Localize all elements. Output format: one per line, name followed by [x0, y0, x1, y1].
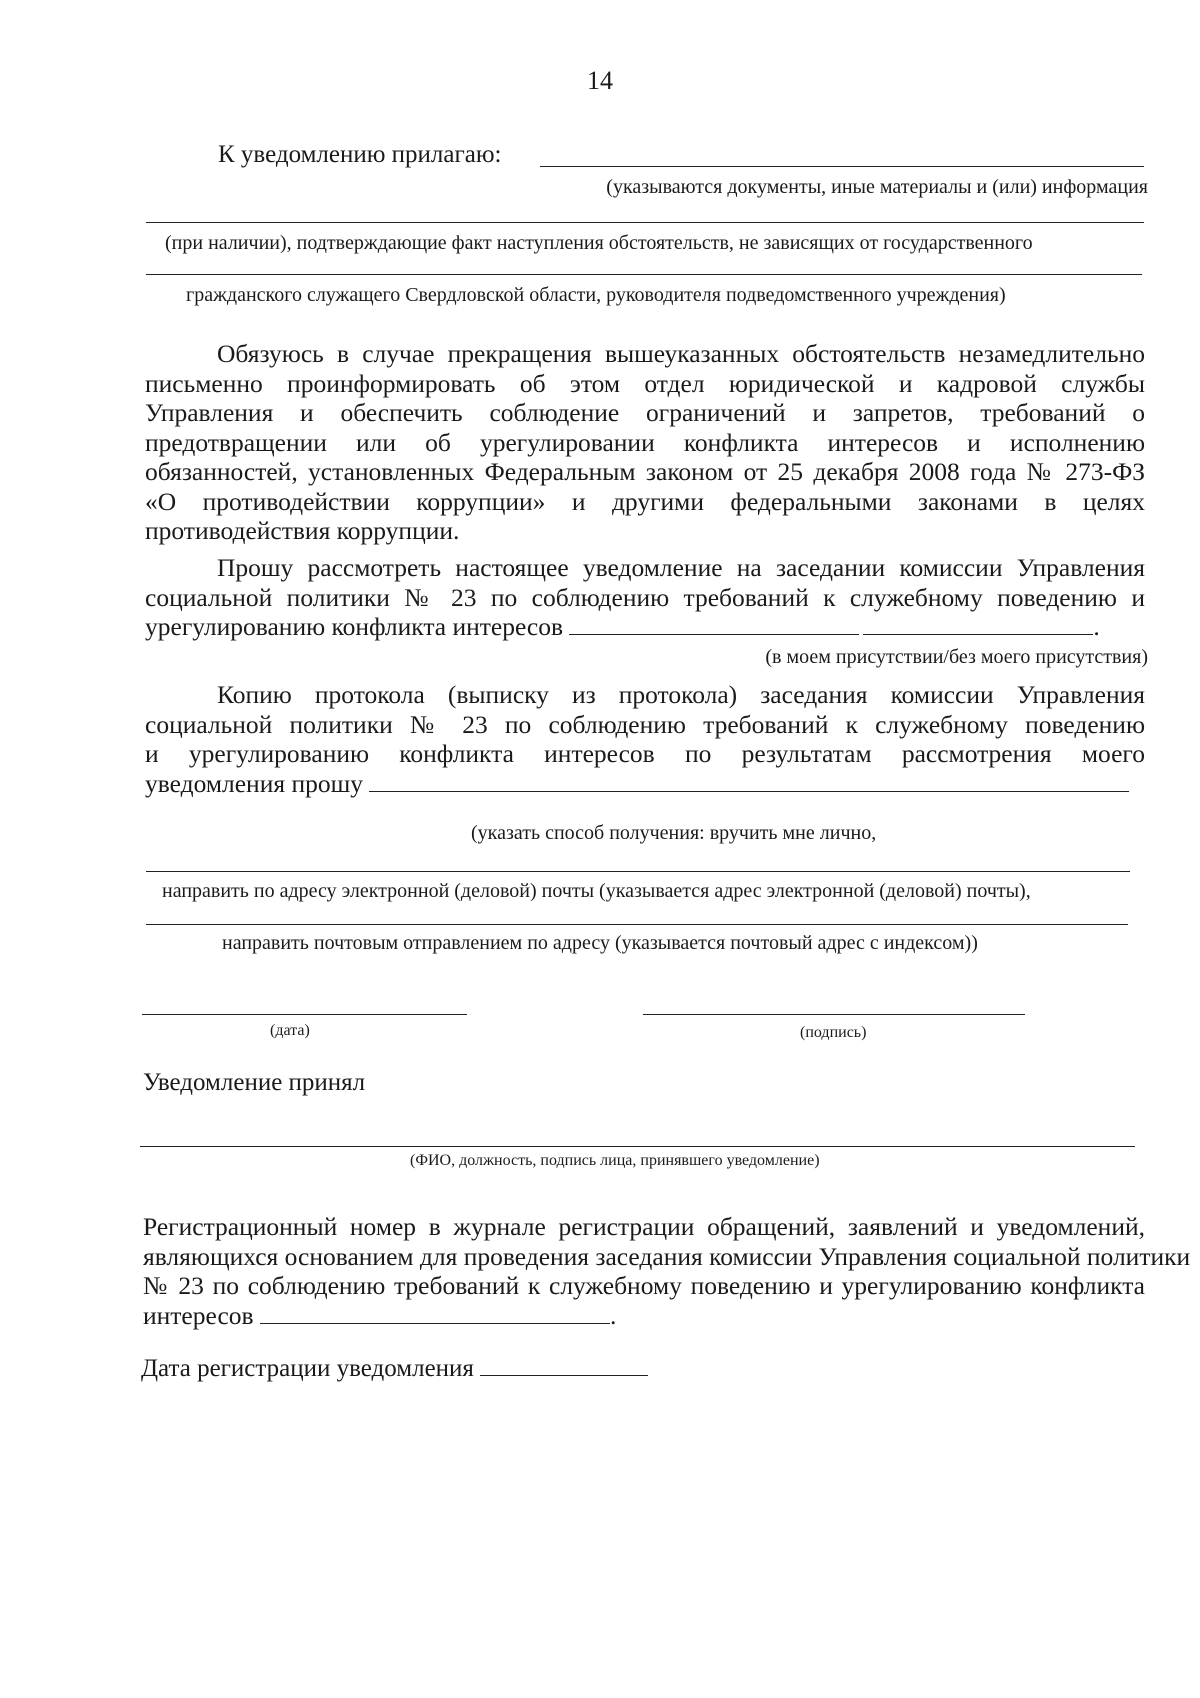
obligation-line: обязанностей, установленных Федеральным законом от 25 декабря 2008 года № 273-ФЗ: [145, 457, 1145, 486]
copy-line: социальной политики № 23 по соблюдению требований к служебному поведению: [145, 709, 1145, 739]
obligation-line: Обязуюсь в случае прекращения вышеуказанных обстоятельств незамедлительно: [217, 339, 1145, 368]
date-line[interactable]: [142, 1014, 467, 1015]
request-note: (в моем присутствии/без моего присутствия): [765, 646, 1148, 668]
obligation-paragraph: [145, 339, 1145, 546]
copy-line: Копию протокола (выписку из протокола) заседания комиссии Управления: [217, 680, 1145, 709]
attach-line-3[interactable]: [146, 274, 1142, 275]
request-last-text: урегулированию конфликта интересов: [145, 612, 564, 641]
registration-line: № 23 по соблюдению требований к служебному поведению и урегулированию конфликта: [143, 1271, 1145, 1300]
obligation-line: «О противодействии коррупции» и другими федеральными законами в целях: [145, 486, 1145, 516]
copy-note-3: направить почтовым отправлением по адресу (указывается почтовый адрес с индексом)): [222, 932, 978, 954]
registration-line-last: интересов .: [143, 1300, 617, 1330]
copy-note-1: (указать способ получения: вручить мне лично,: [471, 822, 877, 844]
attach-note-1: (указываются документы, иные материалы и (или) информация: [606, 176, 1148, 198]
copy-line-last: [145, 769, 1145, 799]
accepted-note: (ФИО, должность, подпись лица, принявшего уведомление): [410, 1152, 820, 1169]
accepted-line[interactable]: [140, 1146, 1135, 1147]
attach-line-2[interactable]: [146, 222, 1144, 223]
registration-date-label: Дата регистрации уведомления: [141, 1355, 474, 1382]
obligation-line: противодействия коррупции.: [145, 516, 460, 545]
obligation-line: письменно проинформировать об этом отдел юридической и кадровой службы: [145, 368, 1145, 398]
obligation-line: предотвращении или об урегулировании конфликта интересов и исполнению: [145, 427, 1145, 457]
registration-date-row: [141, 1354, 648, 1383]
registration-date-blank[interactable]: [480, 1355, 648, 1376]
request-paragraph: [145, 553, 1145, 642]
request-line: социальной политики № 23 по соблюдению требований к служебному поведению и: [145, 582, 1145, 612]
signature-line[interactable]: [643, 1014, 1025, 1015]
registration-line: являющихся основанием для проведения заседания комиссии Управления социальной политики: [143, 1241, 1191, 1271]
copy-note-2: направить по адресу электронной (деловой) почты (указывается адрес электронной (деловой) почты),: [162, 880, 1031, 902]
obligation-line: Управления и обеспечить соблюдение ограничений и запретов, требований о: [145, 398, 1145, 427]
registration-paragraph: [143, 1212, 1191, 1330]
registration-last-text: интересов: [143, 1300, 254, 1330]
accepted-label: Уведомление принял: [143, 1069, 366, 1096]
request-blank-b[interactable]: [863, 614, 1093, 635]
signature-caption: (подпись): [800, 1024, 867, 1041]
registration-line: Регистрационный номер в журнале регистрации обращений, заявлений и уведомлений,: [143, 1212, 1145, 1241]
page-number: 14: [587, 66, 613, 95]
request-line-last: урегулированию конфликта интересов .: [145, 612, 1100, 641]
request-blank-a[interactable]: [569, 614, 859, 635]
registration-number-blank[interactable]: [260, 1303, 610, 1324]
date-caption: (дата): [270, 1022, 310, 1039]
copy-last-text: уведомления прошу: [145, 768, 363, 798]
copy-blank[interactable]: [369, 771, 1129, 792]
copy-line-2[interactable]: [146, 871, 1130, 872]
copy-paragraph: [145, 680, 1145, 798]
request-line: Прошу рассмотреть настоящее уведомление на заседании комиссии Управления: [217, 553, 1145, 582]
attach-note-2: (при наличии), подтверждающие факт наступления обстоятельств, не зависящих от государственного: [165, 232, 1033, 254]
attach-blank-line[interactable]: [540, 166, 1144, 167]
attach-note-3: гражданского служащего Свердловской области, руководителя подведомственного учреждения): [186, 284, 1006, 306]
copy-line-3[interactable]: [146, 924, 1128, 925]
attach-label: К уведомлению прилагаю:: [218, 141, 502, 168]
copy-line: и урегулированию конфликта интересов по результатам рассмотрения моего: [145, 739, 1145, 768]
